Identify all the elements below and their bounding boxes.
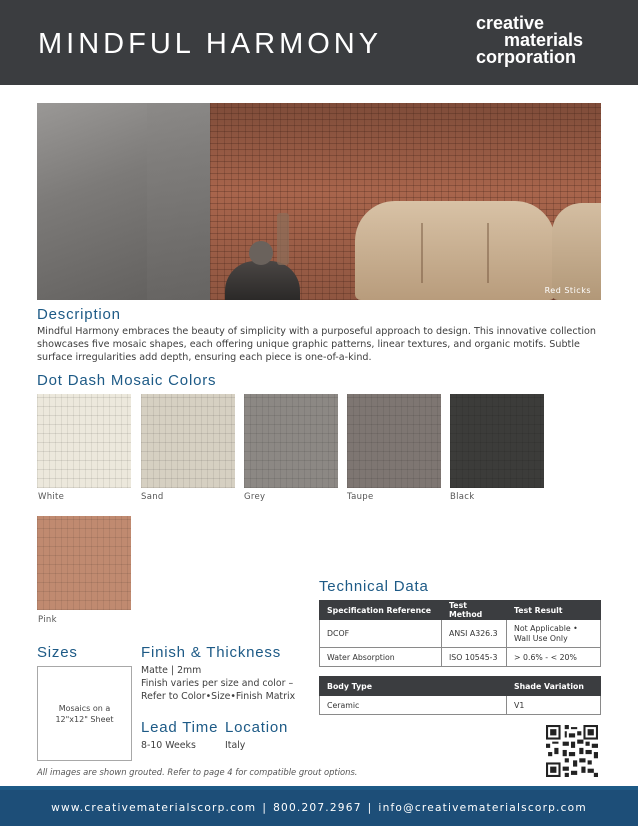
- description-heading: Description: [37, 306, 121, 323]
- swatch-label: Sand: [141, 492, 164, 502]
- table-cell: Water Absorption: [320, 648, 442, 667]
- finish-line-1: Matte | 2mm: [141, 665, 202, 676]
- swatch-pink[interactable]: [37, 516, 131, 610]
- hero-sofa-seam: [487, 223, 489, 283]
- lead-time-value: 8-10 Weeks: [141, 740, 196, 751]
- collection-title: MINDFUL HARMONY: [38, 28, 383, 60]
- colors-heading: Dot Dash Mosaic Colors: [37, 372, 217, 389]
- swatch-taupe[interactable]: [347, 394, 441, 488]
- hero-sofa-seam: [421, 223, 423, 283]
- table-cell: ISO 10545-3: [442, 648, 507, 667]
- sizes-heading: Sizes: [37, 644, 78, 661]
- hero-caption: Red Sticks: [544, 286, 591, 295]
- description-text: Mindful Harmony embraces the beauty of simplicity with a purposeful approach to design. This innovative collection showcases five mosaic shapes, each offering unique graphic patterns, linear textures, and organic motifs. Subtle surface irregularities add depth, ensuring each piece is one-of-a-kind.: [37, 326, 596, 363]
- swatch-label: Taupe: [347, 492, 374, 502]
- finish-line-2: Finish varies per size and color –: [141, 678, 294, 689]
- hero-wall-shadow: [147, 103, 210, 300]
- email-link[interactable]: info@creativematerialscorp.com: [378, 802, 587, 814]
- table-header: Test Method: [442, 601, 507, 620]
- logo-line-3: corporation: [476, 47, 577, 67]
- phone-link[interactable]: 800.207.2967: [273, 802, 362, 814]
- logo-line-1: creative: [476, 13, 545, 33]
- table-cell: > 0.6% - < 20%: [507, 648, 601, 667]
- hero-image: [37, 103, 601, 300]
- table-cell: V1: [507, 696, 601, 715]
- location-heading: Location: [225, 719, 289, 736]
- size-box: [37, 666, 132, 761]
- lead-time-heading: Lead Time: [141, 719, 219, 736]
- swatch-label: Black: [450, 492, 475, 502]
- swatch-white[interactable]: [37, 394, 131, 488]
- size-text: [55, 703, 113, 725]
- table-header: Body Type: [320, 677, 507, 696]
- size-line-2: 12"x12" Sheet: [55, 714, 114, 724]
- swatch-label: White: [38, 492, 65, 502]
- technical-heading: Technical Data: [319, 578, 429, 595]
- hero-side-table: [225, 261, 300, 300]
- company-logo: [476, 15, 596, 66]
- swatch-black[interactable]: [450, 394, 544, 488]
- body-type-table: [319, 676, 601, 715]
- page-header: [0, 0, 638, 85]
- footer-separator: |: [367, 802, 373, 814]
- size-line-1: Mosaics on a: [58, 703, 111, 713]
- table-cell: Not Applicable • Wall Use Only: [507, 620, 601, 648]
- table-header: Shade Variation: [507, 677, 601, 696]
- logo-line-2: materials: [504, 30, 584, 50]
- grout-footnote: All images are shown grouted. Refer to page 4 for compatible grout options.: [37, 767, 358, 777]
- hero-vase: [249, 241, 273, 265]
- location-value: Italy: [225, 740, 246, 751]
- table-row: [320, 648, 601, 667]
- qr-code-icon[interactable]: [546, 725, 598, 777]
- swatch-grey[interactable]: [244, 394, 338, 488]
- swatch-label: Grey: [244, 492, 266, 502]
- table-cell: ANSI A326.3: [442, 620, 507, 648]
- swatch-label: Pink: [38, 615, 57, 625]
- technical-table: [319, 600, 601, 667]
- table-cell: DCOF: [320, 620, 442, 648]
- table-cell: Ceramic: [320, 696, 507, 715]
- website-link[interactable]: www.creativematerialscorp.com: [51, 802, 257, 814]
- finish-heading: Finish & Thickness: [141, 644, 282, 661]
- footer-separator: |: [262, 802, 268, 814]
- table-row: [320, 696, 601, 715]
- table-row: [320, 620, 601, 648]
- hero-sofa: [355, 201, 555, 300]
- swatch-sand[interactable]: [141, 394, 235, 488]
- hero-glass-vase: [277, 213, 289, 265]
- finish-line-3: Refer to Color•Size•Finish Matrix: [141, 691, 296, 702]
- table-header: Test Result: [507, 601, 601, 620]
- table-header: Specification Reference: [320, 601, 442, 620]
- page-footer: [0, 790, 638, 826]
